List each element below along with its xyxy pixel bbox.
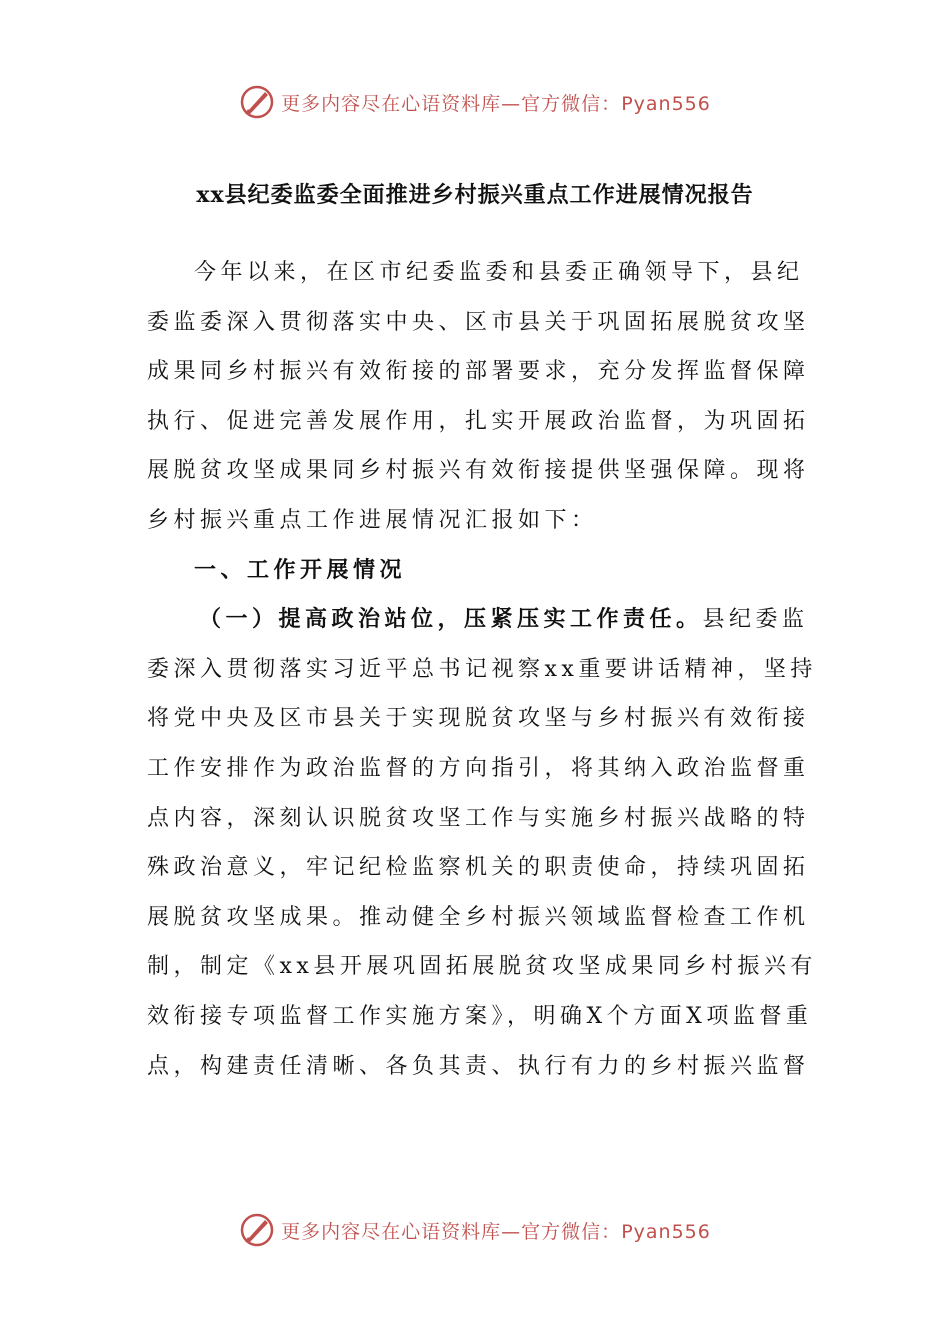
subsection-first-line-rest: 县纪委监 <box>702 607 809 633</box>
paragraph-line: 效衔接专项监督工作实施方案》，明确X个方面X项监督重 <box>147 1003 813 1029</box>
document-title: xx县纪委监委全面推进乡村振兴重点工作进展情况报告 <box>196 182 754 208</box>
footer-site-text: 更多内容尽在心语资料库 <box>281 1220 502 1243</box>
subsection-first-line <box>147 595 807 645</box>
footer-wechat-label: 官方微信： <box>521 1220 622 1243</box>
subsection-heading: （一）提高政治站位，压紧压实工作责任。 <box>199 606 703 633</box>
paragraph-line: 将党中央及区市县关于实现脱贫攻坚与乡村振兴有效衔接 <box>147 706 810 732</box>
quill-pen-logo-icon <box>239 84 275 120</box>
header-site-text: 更多内容尽在心语资料库 <box>281 92 502 115</box>
footer-wechat-id: Pyan556 <box>621 1220 711 1243</box>
paragraph-line: 乡村振兴重点工作进展情况汇报如下： <box>147 507 598 533</box>
section-heading: 一、工作开展情况 <box>194 556 407 583</box>
paragraph-line: 点，构建责任清晰、各负其责、执行有力的乡村振兴监督 <box>147 1053 810 1079</box>
footer-banner-text <box>281 1217 711 1244</box>
paragraph-line: 点内容，深刻认识脱贫攻坚工作与实施乡村振兴战略的特 <box>147 805 810 831</box>
header-dash: — <box>501 92 522 115</box>
paragraph-line: 今年以来，在区市纪委监委和县委正确领导下，县纪 <box>194 260 804 285</box>
paragraph-line: 殊政治意义，牢记纪检监察机关的职责使命，持续巩固拓 <box>147 855 810 881</box>
paragraph-line: 工作安排作为政治监督的方向指引，将其纳入政治监督重 <box>147 755 810 781</box>
paragraph-line: 成果同乡村振兴有效衔接的部署要求，充分发挥监督保障 <box>147 359 810 385</box>
header-wechat-label: 官方微信： <box>521 92 622 115</box>
footer-dash: — <box>501 1220 522 1243</box>
paragraph-line: 展脱贫攻坚成果同乡村振兴有效衔接提供坚强保障。现将 <box>147 458 810 484</box>
paragraph-line: 展脱贫攻坚成果。推动健全乡村振兴领域监督检查工作机 <box>147 904 810 930</box>
header-banner <box>0 82 950 122</box>
paragraph-line: 执行、促进完善发展作用，扎实开展政治监督，为巩固拓 <box>147 408 810 434</box>
header-wechat-id: Pyan556 <box>621 92 711 115</box>
header-banner-text <box>281 89 711 116</box>
paragraph-line: 委深入贯彻落实习近平总书记视察xx重要讲话精神，坚持 <box>147 656 817 682</box>
footer-banner <box>0 1210 950 1250</box>
document-body <box>147 248 817 1091</box>
paragraph-line: 委监委深入贯彻落实中央、区市县关于巩固拓展脱贫攻坚 <box>147 309 810 335</box>
paragraph-line: 制，制定《xx县开展巩固拓展脱贫攻坚成果同乡村振兴有 <box>147 954 817 980</box>
quill-pen-logo-icon <box>239 1212 275 1248</box>
